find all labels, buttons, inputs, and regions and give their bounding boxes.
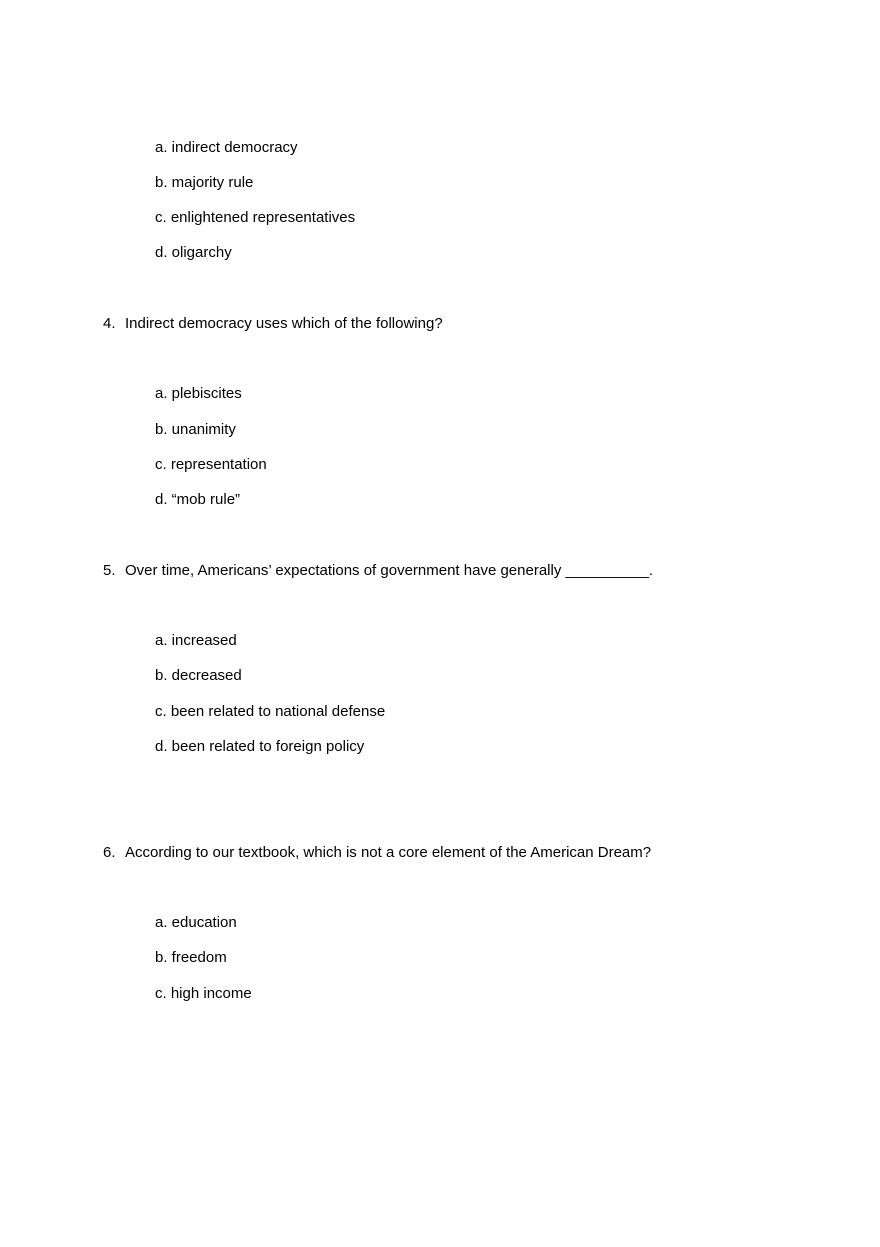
question-5 (103, 562, 653, 580)
q5-option-d: d. been related to foreign policy (155, 738, 365, 755)
q6-option-c: c. high income (155, 985, 252, 1002)
question-6-number: 6. (103, 844, 116, 861)
q4-option-a: a. plebiscites (155, 385, 242, 402)
q3-option-c: c. enlightened representatives (155, 209, 356, 226)
q3-option-d: d. oligarchy (155, 244, 232, 261)
q6-option-b: b. freedom (155, 949, 227, 966)
question-5-number: 5. (103, 562, 116, 579)
q6-option-a: a. education (155, 914, 237, 931)
q4-option-d: d. “mob rule” (155, 491, 241, 508)
question-4-number: 4. (103, 315, 116, 332)
q3-option-b: b. majority rule (155, 174, 254, 191)
question-4 (103, 315, 443, 333)
question-6-text: According to our textbook, which is not a core element of the American Dream? (125, 844, 652, 861)
question-6 (103, 844, 651, 862)
q5-option-a: a. increased (155, 632, 237, 649)
question-4-text: Indirect democracy uses which of the following? (125, 315, 443, 332)
q3-option-a: a. indirect democracy (155, 139, 298, 156)
q5-option-b: b. decreased (155, 667, 242, 684)
q5-option-c: c. been related to national defense (155, 703, 386, 720)
question-5-text: Over time, Americans’ expectations of government have generally __________. (125, 562, 654, 579)
q4-option-b: b. unanimity (155, 421, 236, 438)
q4-option-c: c. representation (155, 456, 267, 473)
